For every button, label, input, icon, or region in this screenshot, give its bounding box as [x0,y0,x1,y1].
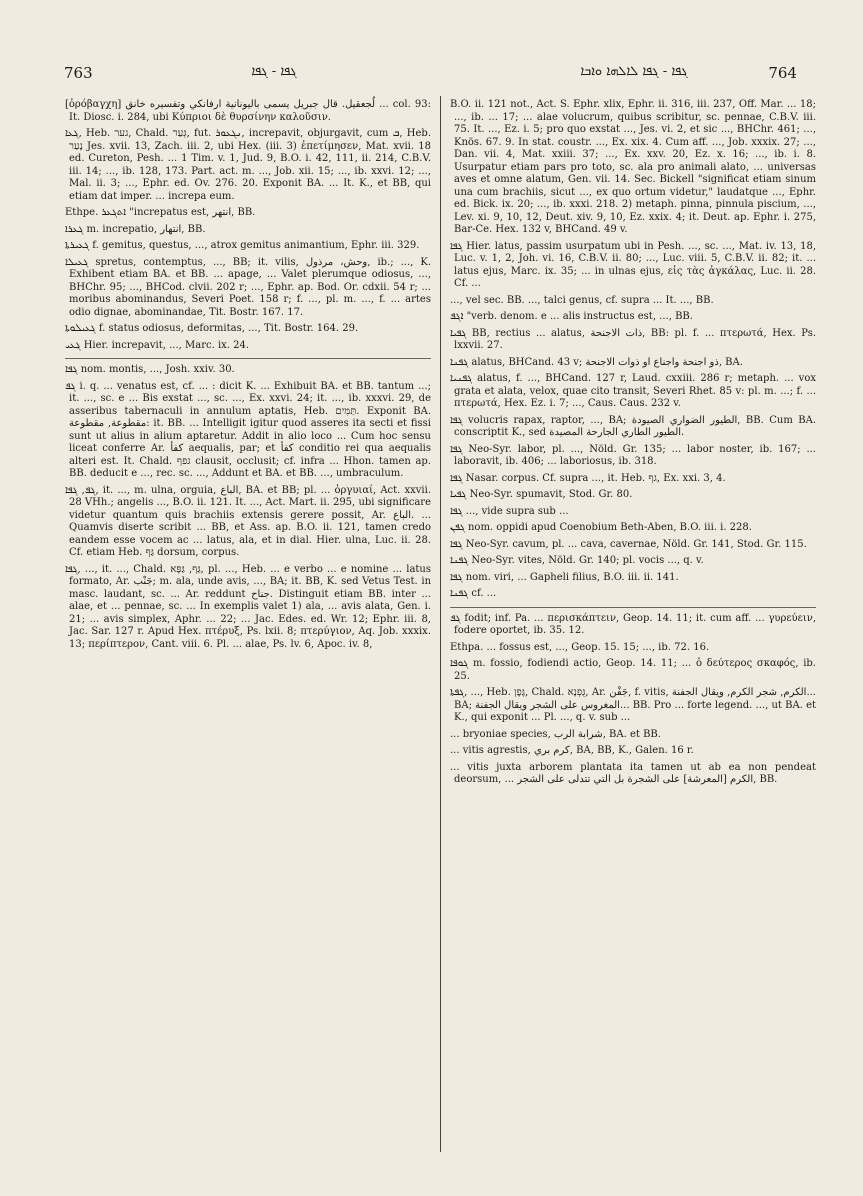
entry: ܓܦܐ Neo-Syr. cavum, pl. ... cava, cavernae, Nöld. Gr. 141, Stod. Gr. 115. [450,538,807,550]
running-head-right: ܓܦܐ - ܓܦܐ ܠܐܠܗܐ ܘܐܒܐ [580,64,688,79]
entry: ܓܦܐ nom. viri, ... Gapheli filius, B.O. iii. ii. 141. [450,571,679,583]
entry: ܓܦܢܐ alatus, BHCand. 43 v; ذو اجنحة واجناع او ذوات الاجنحة, BA. [450,356,743,368]
entry: ܓܦܢܝܐ alatus, f. ..., BHCand. 127 r, Laud. cxxiii. 286 r; metaph. ... vox grata et alata, velox, quae cito transit, Severi Rhet. 85 v: pl. m. ...; f. ... πτερωτά, Hex. Ez. i. 7; ..., Caus. Caus. 232 v. [450,373,816,409]
entry: ܓܦܐ Nasar. corpus. Cf. supra ..., it. Heb. גף, Ex. xxi. 3, 4. [450,472,726,484]
entry: ܓܘܦܐ m. fossio, fodiendi actio, Geop. 14. 11; ... ὁ δεύτερος σκαφός, ib. 25. [450,658,816,682]
entry: ..., vel sec. BB. ..., talci genus, cf. supra ... It. ..., BB. [450,294,714,306]
page-number-left: 763 [64,64,93,82]
running-head-left: ܓܦܐ - ܓܦܐ [251,64,297,79]
entry: ܓܦܐ nom. montis, ..., Josh. xxiv. 30. [65,358,431,377]
entry: ܓܦܬܐ, ..., Heb. גֶּפֶן, Chald. גֻּפְנָא, Ar. جَفْن, f. vitis, الكرم, شجر الكرم, ويقال الجفنة... BA; المغروس على الشجر ويقال الجفنة... BB. Pro ... forte legend. ..., ut BA. et K., qui exponit ... Pl. ..., q. v. sub ... [450,687,816,723]
right-column [450,99,816,791]
entry: ܓܦܐ Neo-Syr. labor, pl. ..., Nöld. Gr. 135; ... labor noster, ib. 167; ... laboravit, ib. 406; ... laboriosus, ib. 318. [450,443,816,467]
page-number-right: 764 [768,64,797,82]
page-header [64,60,797,86]
entry: ܓܦ i. q. ... venatus est, cf. ... : dicit K. ... Exhibuit BA. et BB. tantum ...; it. ..., sc. e ... Bis exstat ..., sc. ..., Ex. xxvi. 24; it. ..., ib. xxxvi. 29, de asseribus tabernaculi in annulum aptatis, Heb. תַּמִּים. Exponit BA. مقطوعة, مقطوعة: it. BB. ... Intelligit igitur quod asseres ita secti et fissi sunt ut alius in alium aptaretur. Addit in alio loco ... Cum hoc sensu liceat conferre Ar. كفأ aequalis, par; et كفأ conditio rei qua aequalis alteri est. It. Chald. גפף clausit, occlusit; cf. infra ... Hhon. tamen ap. BB. deducit e ..., rec. sc. ..., Addunt et BA. et BB. ..., umbraculum. [65,380,431,479]
entry: ܓܦܢ nom. oppidi apud Coenobium Beth-Aben, B.O. iii. i. 228. [450,522,752,533]
entry: ܓܦܢܐ cf. ... [450,588,497,599]
entry: B.O. ii. 121 not., Act. S. Ephr. xlix, Ephr. ii. 316, iii. 237, Off. Mar. ... 18; ..., ib. ... 17; ... alae volucrum, quibus scribitur, sc. pennae, C.B.V. iii. 75. It. ..., Ez. i. 5; pro quo exstat ..., Jes. vi. 2, et sic ..., BHChr. 461; ..., Knös. 67. 9. In stat. coustr. ..., Ex. xix. 4. Cum aff. ..., Job. xxxix. 27; ..., Dan. vii. 4, Mat. xxiii. 37; ..., Ex. xxv. 20, Ez. x. 16; ..., ib. i. 8. Usurpatur etiam pars pro toto, sc. ala pro animali alato, ... universas aves et omne alatum, Gen. vii. 14. Sec. Bickell "significat etiam sinum una cum brachiis, sicut ..., ex quo ortum videtur," laudatque ..., Ephr. ed. Bick. ix. 20; ..., ib. xxxi. 218. 2) metaph. pinna, pinnula piscium, ..., Lev. xi. 9, 10, 12, Deut. xiv. 9, 10, Ez. xxix. 4; it. Deut. ap. Ephr. i. 275, Bar-Ce. Hex. 132 v, BHCand. 49 v. [450,99,816,235]
entry: ܓܥܝܪܬܐ f. gemitus, questus, ..., atrox gemitus animantium, Ephr. iii. 329. [65,240,420,251]
entry: ܓܦܐ, ..., it. ..., Chald. גַּף, גַּפָּא, pl. ..., Heb. ... e verbo ... e nomine ... latus formato, Ar. جَنْب; m. ala, unde avis, ..., BA; it. BB, K. sed Vetus Test. in masc. laudant, sc. ... Ar. reddunt جناح. Distinguit etiam BB. inter ... alae, et ... pennae, sc. ... In exemplis valet 1) ala, ... avis alata, Gen. i. 21; ... avis simplex, Aphr. ... 22; ... Jac. Edes. ed. Wr. 12; Ephr. iii. 8, Jac. Sar. 127 r. Apud Hex. πτέρυξ, Ps. lxii. 8; πτερύγιον, Aq. Job. xxxix. 13; περίπτερον, Cant. viii. 6. Pl. ... alae, Ps. lv. 6, Apoc. iv. 8, [65,563,432,650]
entry: ܐܓܦ "verb. denom. e ... alis instructus est, ..., BB. [450,311,693,322]
entry: ܓܥܝܠܐ spretus, contemptus, ..., BB; it. vilis, وحش، مرذول, ib.; ..., K. Exhibent etiam BA. et BB. ... apage, ... Valet plerumque odiosus, ..., BHChr. 95; ..., BHCod. clvii. 202 r; ..., Ephr. ap. Bod. Or. cdxii. 54 r; ... moribus abominandus, Severi Poet. 158 r; f. ..., pl. m. ..., f. ... artes odio dignae, abominandae, Tit. Bostr. 167. 17. [65,256,431,318]
entry: Ethpe. ܐܬܓܥܪ "increpatus est, انتهر, BB. [65,207,256,218]
left-column [65,99,431,655]
entry: ܓܦ, ܓܦܐ, it. ..., m. ulna, orguia, الباع, BA. et BB; pl. ... ὀργυιαί, Act. xxvii. 28 VHh.; angelis ..., B.O. ii. 121. It. ..., Act. Mart. ii. 295, ubi significare videtur quantum quis brachiis extensis gerere possit, Ar. الباع. ... Quamvis diserte scribit ... BB, et Ass. ap. B.O. ii. 121, tamen credo eandem esse vocem ac ... latus, ala, et in dial. Hier. ulna, Luc. ii. 28. Cf. etiam Heb. גַּף dorsum, corpus. [65,484,431,558]
entry: Ethpa. ... fossus est, ..., Geop. 15. 15; ..., ib. 72. 16. [450,641,710,653]
entry: [ὀρόβαγχη] لُجعقيل. قال جبريل يسمى باليونانية ارفانكي وتفسيره خانق ... col. 93: It. Diosc. i. 284, ubi Κύπριοι δὲ θυρσίνην καλοῦσιν. [65,99,431,123]
column-divider [440,96,441,1152]
entry: ܓܥܝܠܘܬܐ f. status odiosus, deformitas, ..., Tit. Bostr. 164. 29. [65,323,359,334]
entry: ܓܥܝ Hier. increpavit, ..., Marc. ix. 24. [65,339,250,351]
entry: ܓܥܐ, Heb. גער, Chald. גְּעַר, fut. ܢܓܥܘܪ, increpavit, objurgavit, cum ܒ, Heb. נָעַר Jes. xvii. 13, Zach. iii. 2, ubi Hex. (iii. 3) ἐπετίμησεν, Mat. xvii. 18 ed. Cureton, Pesh. ... 1 Tim. v. 1, Jud. 9, B.O. i. 42, 111, ii. 214, C.B.V. iii. 14; ..., ib. 128, 173. Part. act. m. ..., Job. xii. 15; ..., ib. xxvi. 12; ..., Mal. ii. 3; ..., Ephr. ed. Ov. 276. 20. Exponit BA. ... It. K., et BB, qui etiam dat imper. ... increpa eum. [65,128,431,202]
entry: ... vitis agrestis, كرم بري, BA, BB, K., Galen. 16 r. [450,745,694,756]
entry: ... bryoniae species, شرابة الرب, BA. et BB. [450,728,661,740]
entry: ܓܥܪܐ m. increpatio, انتهار, BB. [65,223,206,235]
entry: ܓܦܐ volucris rapax, raptor, ..., BA; الطيور الضواري الصيودة, BB. Cum BA. conscriptit K., sed الطيور الطاري الجارحة المصيدة. [450,414,816,438]
entry: ... vitis juxta arborem plantata ita tamen ut ab ea non pendeat deorsum, ... الكرم [المعرشة] على الشجرة بل التي تتدلى على الشجر, BB. [450,761,816,785]
entry: ܓܦܢܐ Neo-Syr. vites, Nöld. Gr. 140; pl. vocis ..., q. v. [450,555,704,566]
entry: ܓܦܐ Hier. latus, passim usurpatum ubi in Pesh. ..., sc. ..., Mat. iv. 13, 18, Luc. v. 1, 2, Joh. vi. 16, C.B.V. ii. 80; ..., Luc. viii. 5, C.B.V. ii. 82; it. ... latus ejus, Marc. ix. 35; ... in ulnas ejus, εἰς τὰς ἀγκάλας, Luc. ii. 28. Cf. ... [450,240,816,289]
entry: ܓܦܝܐ BB, rectius ... alatus, ذات الاجنحة, BB: pl. f. ... πτερωτά, Hex. Ps. lxxvii. 27. [450,327,816,351]
entry: ܓܦܝܐ Neo-Syr. spumavit, Stod. Gr. 80. [450,489,633,500]
entry: ܓܦܐ ..., vide supra sub ... [450,505,569,517]
entry: ܓܦ fodit; inf. Pa. ... περισκάπτειν, Geop. 14. 11; it. cum aff. ... γυρεύειν, fodere oportet, ib. 35. 12. [450,607,816,638]
